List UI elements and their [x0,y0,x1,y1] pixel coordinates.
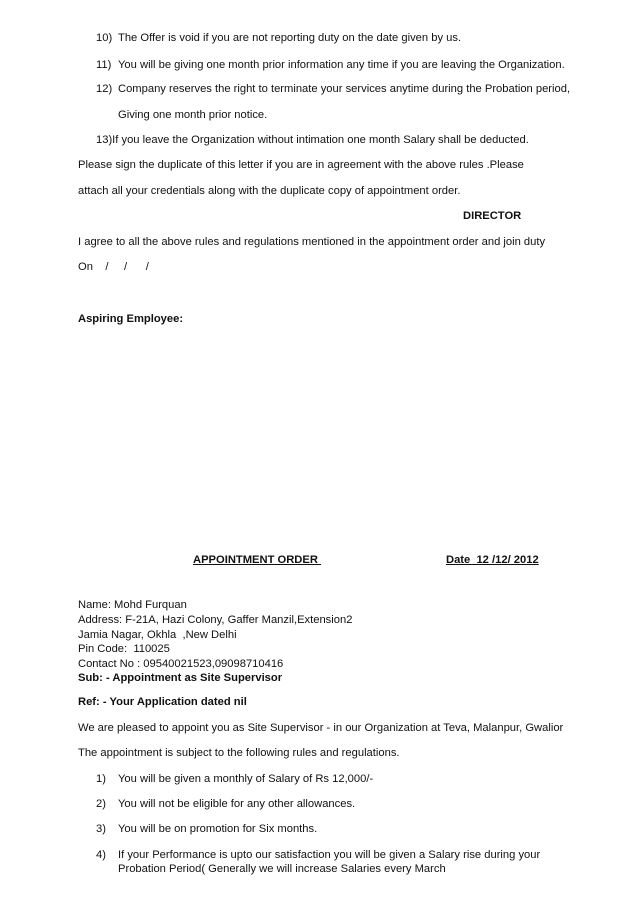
subject-line: Sub: - Appointment as Site Supervisor [78,672,283,684]
list-item: 12) Company reserves the right to terminate your services anytime during the Probation period, [96,83,571,95]
paragraph-line: Please sign the duplicate of this letter if you are in agreement with the above rules .Please [78,159,524,171]
recipient-name: Name: Mohd Furquan [78,599,187,611]
recipient-address-line1: Address: F-21A, Hazi Colony, Gaffer Manzil,Extension2 [78,614,353,626]
rules-intro: The appointment is subject to the following rules and regulations. [78,747,400,759]
rule-item-continuation: Probation Period( Generally we will increase Salaries every March [118,863,446,875]
rule-item: 4) If your Performance is upto our satisfaction you will be given a Salary rise during your [96,849,541,861]
aspiring-employee-label: Aspiring Employee: [78,313,184,325]
list-item: 13)If you leave the Organization without intimation one month Salary shall be deducted. [96,134,529,146]
recipient-pin-code: Pin Code: 110025 [78,643,170,655]
rule-item: 2) You will not be eligible for any other allowances. [96,798,356,810]
recipient-address-line2: Jamia Nagar, Okhla ,New Delhi [78,629,237,641]
appointment-date: Date 12 /12/ 2012 [446,554,539,566]
list-item: 11) You will be giving one month prior information any time if you are leaving the Organization. [96,59,565,71]
join-date-blank: On / / / [78,261,149,273]
appointment-order-heading: APPOINTMENT ORDER [193,554,322,566]
list-item-continuation: Giving one month prior notice. [118,109,268,121]
appointment-intro: We are pleased to appoint you as Site Supervisor - in our Organization at Teva, Malanpur, Gwalior [78,722,564,734]
director-signature-label: DIRECTOR [463,210,522,222]
recipient-contact: Contact No : 09540021523,09098710416 [78,658,284,670]
list-item: 10) The Offer is void if you are not reporting duty on the date given by us. [96,32,462,44]
rule-item: 1) You will be given a monthly of Salary of Rs 12,000/- [96,773,374,785]
rule-item: 3) You will be on promotion for Six months. [96,823,318,835]
paragraph-line: attach all your credentials along with the duplicate copy of appointment order. [78,185,461,197]
reference-line: Ref: - Your Application dated nil [78,696,247,708]
agreement-line: I agree to all the above rules and regulations mentioned in the appointment order and join duty [78,236,546,248]
